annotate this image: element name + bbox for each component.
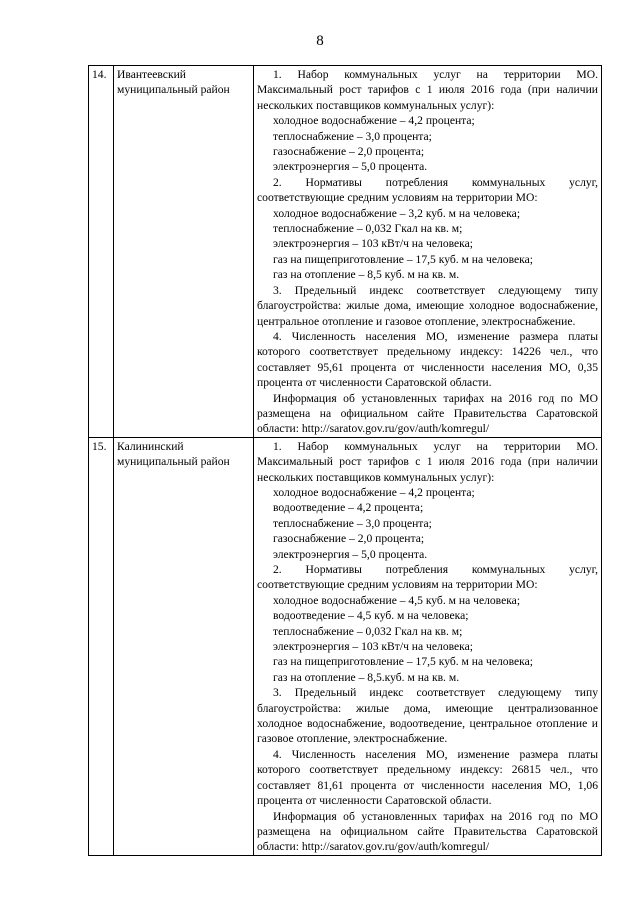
section-4: 4. Численность населения МО, изменение размера платы которого соответствует предельному индексу: 26815 чел., что составляет 81,61 процента от численности населения МО, 1,06 процента от численности Саратовской области. <box>257 747 598 808</box>
list-item: газоснабжение – 2,0 процента; <box>273 145 425 159</box>
section-3: 3. Предельный индекс соответствует следующему типу благоустройства: жилые дома, имеющие централизованное холодное водоснабжение, водоотведение, центральное отопление и газовое отопление, электроснабжение. <box>257 686 598 746</box>
list-item: водоотведение – 4,5 куб. м на человека; <box>273 609 469 623</box>
table-row <box>89 66 602 438</box>
list-item: холодное водоснабжение – 4,2 процента; <box>273 485 475 499</box>
list-item: газ на пищеприготовление – 17,5 куб. м на человека; <box>273 252 533 266</box>
section-3: 3. Предельный индекс соответствует следующему типу благоустройства: жилые дома, имеющие холодное водоснабжение, центральное отопление и газовое отопление, электроснабжение. <box>257 283 598 328</box>
tariff-info: Информация об установленных тарифах на 2016 год по МО размещена на официальном сайте Правительства Саратовской области: http://saratov.gov.ru/gov/auth/komregul/ <box>257 391 598 436</box>
list-item: электроэнергия – 103 кВт/ч на человека; <box>273 640 473 654</box>
list-item: холодное водоснабжение – 4,2 процента; <box>273 114 475 128</box>
list-item: газ на пищеприготовление – 17,5 куб. м на человека; <box>273 655 533 669</box>
list-item: теплоснабжение – 0,032 Гкал на кв. м; <box>273 624 463 638</box>
list-item: электроэнергия – 5,0 процента. <box>273 547 428 561</box>
section-2-intro: 2. Нормативы потребления коммунальных услуг, соответствующие средним условиям на территории МО: <box>257 563 598 592</box>
row-number: 15. <box>89 437 114 855</box>
list-item: водоотведение – 4,2 процента; <box>273 501 424 515</box>
list-item: газ на отопление – 8,5.куб. м на кв. м. <box>273 670 460 684</box>
list-item: теплоснабжение – 0,032 Гкал на кв. м; <box>273 222 463 236</box>
tariff-info: Информация об установленных тарифах на 2016 год по МО размещена на официальном сайте Правительства Саратовской области: http://saratov.gov.ru/gov/auth/komregul/ <box>257 809 598 854</box>
table-row <box>89 437 602 855</box>
list-item: холодное водоснабжение – 4,5 куб. м на человека; <box>273 593 521 607</box>
tariff-table <box>88 65 602 856</box>
list-item: холодное водоснабжение – 3,2 куб. м на человека; <box>273 206 521 220</box>
list-item: теплоснабжение – 3,0 процента; <box>273 129 432 143</box>
section-4: 4. Численность населения МО, изменение размера платы которого соответствует предельному индексу: 14226 чел., что составляет 95,61 процента от численности населения МО, 0,35 процента от численности Саратовской области. <box>257 329 598 390</box>
list-item: электроэнергия – 103 кВт/ч на человека; <box>273 237 473 251</box>
list-item: газ на отопление – 8,5 куб. м на кв. м. <box>273 268 460 282</box>
section-1-intro: 1. Набор коммунальных услуг на территории МО. Максимальный рост тарифов с 1 июля 2016 года (при наличии нескольких поставщиков коммунальных услуг): <box>257 68 598 112</box>
section-1-intro: 1. Набор коммунальных услуг на территории МО. Максимальный рост тарифов с 1 июля 2016 года (при наличии нескольких поставщиков коммунальных услуг): <box>257 439 598 484</box>
list-item: электроэнергия – 5,0 процента. <box>273 160 428 174</box>
row-content <box>254 437 602 855</box>
section-2-intro: 2. Нормативы потребления коммунальных услуг, соответствующие средним условиям на территории МО: <box>257 175 598 205</box>
page-number: 8 <box>316 33 324 49</box>
list-item: газоснабжение – 2,0 процента; <box>273 532 425 546</box>
list-item: теплоснабжение – 3,0 процента; <box>273 516 432 530</box>
district-name: Калининский муниципальный район <box>114 437 254 855</box>
district-name: Ивантеевский муниципальный район <box>114 66 254 438</box>
row-number: 14. <box>89 66 114 438</box>
row-content <box>254 66 602 438</box>
